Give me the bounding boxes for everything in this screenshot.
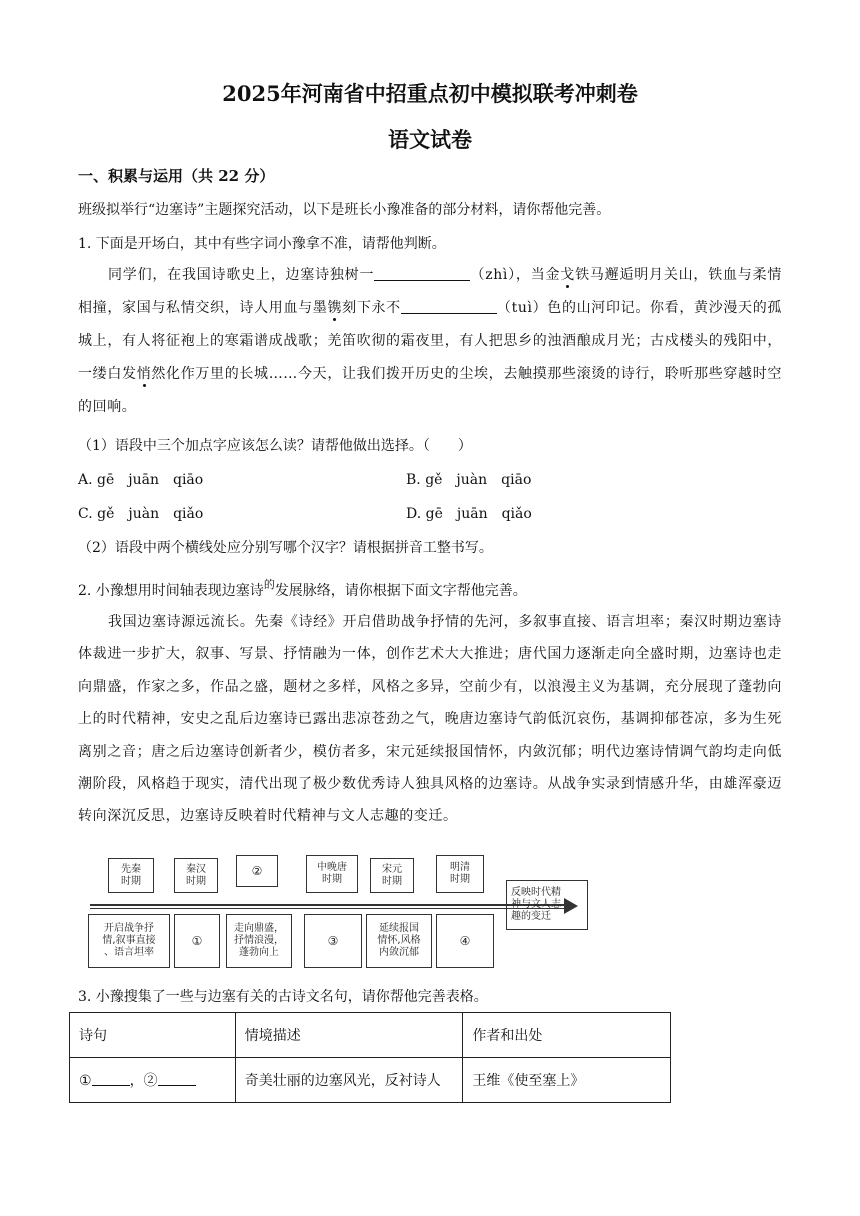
section-heading: 一、积累与运用（共 22 分） <box>78 167 275 185</box>
question-1-sub2: （2）语段中两个横线处应分别写哪个汉字？请根据拼音工整书写。 <box>78 540 493 556</box>
exam-title: 2025年河南省中招重点初中模拟联考冲刺卷 <box>222 81 638 106</box>
question-1-sub1: （1）语段中三个加点字应该怎么读？请帮他做出选择。（ ） <box>78 438 472 454</box>
option-a[interactable]: A. gē juān qiāo <box>78 472 204 488</box>
timeline-top-2: 秦汉 时期 <box>174 858 218 893</box>
timeline-arrow <box>90 904 566 906</box>
table-header-cell: 情境描述 <box>235 1013 463 1058</box>
poem-table <box>69 1012 671 1103</box>
timeline-top-6: 明清 时期 <box>436 855 484 893</box>
table-cell-poem: ① ，② <box>70 1058 236 1103</box>
section-intro: 班级拟举行“边塞诗”主题探究活动，以下是班长小豫准备的部分材料，请你帮他完善。 <box>78 202 611 218</box>
table-header-cell: 作者和出处 <box>463 1013 671 1058</box>
timeline-arrow-shadow <box>90 908 566 909</box>
exam-subtitle: 语文试卷 <box>388 127 472 152</box>
timeline-top-1: 先秦 时期 <box>108 858 154 893</box>
timeline-bottom-blank-3[interactable]: ③ <box>304 914 362 968</box>
option-b[interactable]: B. gě juàn qiāo <box>406 472 532 488</box>
timeline-top-blank-2[interactable]: ② <box>236 855 278 887</box>
option-d[interactable]: D. gē juān qiǎo <box>406 506 532 522</box>
question-1-prompt: 1. 下面是开场白，其中有些字词小豫拿不准，请帮他判断。 <box>78 236 446 252</box>
answer-blank-1[interactable] <box>374 266 470 281</box>
table-cell-description: 奇美壮丽的边塞风光，反衬诗人 <box>235 1058 463 1103</box>
table-cell-source: 王维《使至塞上》 <box>463 1058 671 1103</box>
answer-blank-4[interactable] <box>158 1073 196 1086</box>
timeline-top-5: 宋元 时期 <box>370 858 414 893</box>
answer-blank-2[interactable] <box>401 299 497 314</box>
table-row <box>70 1058 671 1103</box>
timeline-top-4: 中晚唐 时期 <box>306 855 358 893</box>
question-3-prompt: 3. 小豫搜集了一些与边塞有关的古诗文名句，请你帮他完善表格。 <box>78 989 488 1005</box>
table-header-row <box>70 1013 671 1058</box>
timeline-diagram <box>86 850 596 975</box>
timeline-bottom-3: 走向鼎盛， 抒情浪漫， 蓬勃向上 <box>226 914 292 968</box>
question-1-passage: 同学们，在我国诗歌史上，边塞诗独树一 （zhì），当金戈铁马邂逅明月关山，铁血与柔情相撞，家国与私情交织，诗人用血与墨镌刻下永不 （tuì）色的山河印记。你看，黄沙漫天的孤城上，有人将征袍上的寒霜谱成战歌；羌笛吹彻的霜夜里，有人把思乡的浊酒酿成月光；古戍楼头的残阳中，一缕白发悄然化作万里的长城……今天，让我们拨开历史的尘埃，去触摸那些滚烫的诗行，聆听那些穿越时空的回响。 <box>78 267 782 415</box>
timeline-bottom-blank-1[interactable]: ① <box>174 914 220 968</box>
question-2-prompt: 2. 小豫想用时间轴表现边塞诗$^的$发展脉络，请你根据下面文字帮他完善。 <box>78 578 527 599</box>
table-header-cell: 诗句 <box>70 1013 236 1058</box>
dotted-char-1: 戈 <box>560 267 576 283</box>
dotted-char-2: 镌 <box>327 300 343 316</box>
timeline-bottom-blank-4[interactable]: ④ <box>436 914 494 968</box>
dotted-char-3: 悄 <box>136 366 152 382</box>
timeline-end: 反映时代精 神与文人志 趣的变迁 <box>506 880 588 930</box>
option-c[interactable]: C. gě juàn qiǎo <box>78 506 204 522</box>
question-2-passage: 我国边塞诗源远流长。先秦《诗经》开启借助战争抒情的先河，多叙事直接、语言坦率；秦汉时期边塞诗体裁进一步扩大，叙事、写景、抒情融为一体，创作艺术大大推进；唐代国力逐渐走向全盛时期，边塞诗也走向鼎盛，作家之多，作品之盛，题材之多样，风格之多异，空前少有，以浪漫主义为基调，充分展现了蓬勃向上的时代精神，安史之乱后边塞诗已露出悲凉苍劲之气，晚唐边塞诗气韵低沉哀伤，基调抑郁苍凉，多为生死离别之音；唐之后边塞诗创新者少，模仿者多，宋元延续报国情怀，内敛沉郁；明代边塞诗情调气韵均走向低潮阶段，风格趋于现实，清代出现了极少数优秀诗人独具风格的边塞诗。从战争实录到情感升华，由雄浑豪迈转向深沉反思，边塞诗反映着时代精神与文人志趣的变迁。 <box>78 614 782 825</box>
answer-blank-3[interactable] <box>92 1073 130 1086</box>
timeline-bottom-5: 延续报国 情怀,风格 内敛沉郁 <box>366 914 432 968</box>
timeline-bottom-1: 开启战争抒 情,叙事直接 、语言坦率 <box>88 914 170 968</box>
